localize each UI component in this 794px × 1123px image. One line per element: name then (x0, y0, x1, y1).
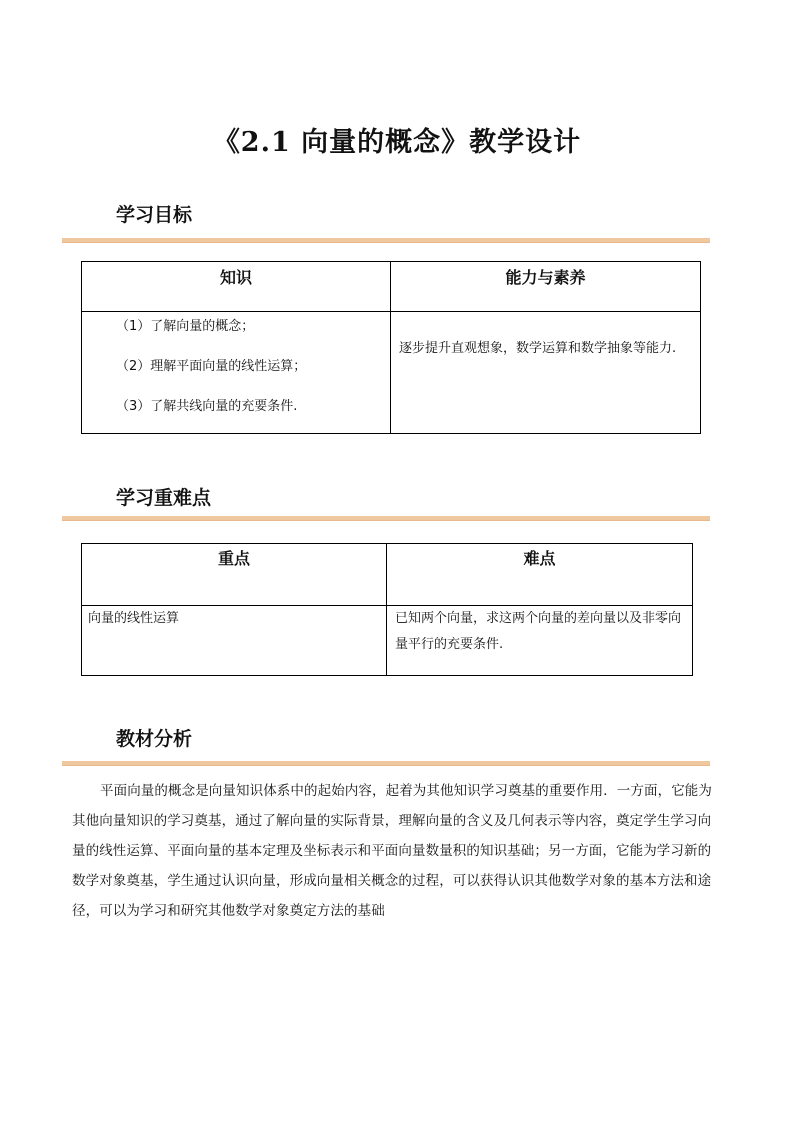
objectives-table (81, 261, 701, 434)
col-header-ability-text: 能力与素养 (505, 268, 586, 287)
knowledge-item-1: （1）了解向量的概念； (116, 319, 255, 334)
section-heading-analysis: 教材分析 (116, 728, 193, 750)
section-heading-objectives: 学习目标 (116, 204, 193, 226)
key-cell (82, 606, 387, 676)
col-header-knowledge-text: 知识 (219, 268, 252, 287)
col-header-knowledge (82, 262, 391, 312)
col-header-ability (391, 262, 701, 312)
ability-text: 逐步提升直观想象，数学运算和数学抽象等能力. (399, 341, 677, 356)
section-divider (62, 761, 710, 766)
difficult-text: 已知两个向量，求这两个向量的差向量以及非零向量平行的充要条件. (395, 611, 682, 652)
key-text: 向量的线性运算 (88, 611, 180, 626)
difficult-cell (387, 606, 693, 676)
section-divider (62, 516, 710, 521)
knowledge-item-3: （3）了解共线向量的充要条件. (116, 399, 298, 414)
section-divider (62, 238, 710, 243)
knowledge-cell (82, 312, 391, 434)
col-header-key-text: 重点 (217, 549, 250, 568)
knowledge-item-2: （2）理解平面向量的线性运算； (116, 359, 307, 374)
key-points-table (81, 543, 693, 676)
analysis-paragraph: 平面向量的概念是向量知识体系中的起始内容，起着为其他知识学习奠基的重要作用．一方面，它能为其他向量知识的学习奠基，通过了解向量的实际背景，理解向量的含义及几何表示等内容，奠定学生学习向量的线性运算、平面向量的基本定理及坐标表示和平面向量数量积的知识基础；另一方面，它能为学习新的数学对象奠基，学生通过认识向量，形成向量相关概念的过程，可以获得认识其他数学对象的基本方法和途径，可以为学习和研究其他数学对象奠定方法的基础 (72, 783, 712, 919)
col-header-difficult (387, 544, 693, 606)
col-header-key (82, 544, 387, 606)
ability-cell (391, 312, 701, 434)
document-title: 《2.1 向量的概念》教学设计 (212, 127, 582, 158)
col-header-difficult-text: 难点 (523, 549, 556, 568)
section-heading-key-points: 学习重难点 (116, 487, 212, 509)
